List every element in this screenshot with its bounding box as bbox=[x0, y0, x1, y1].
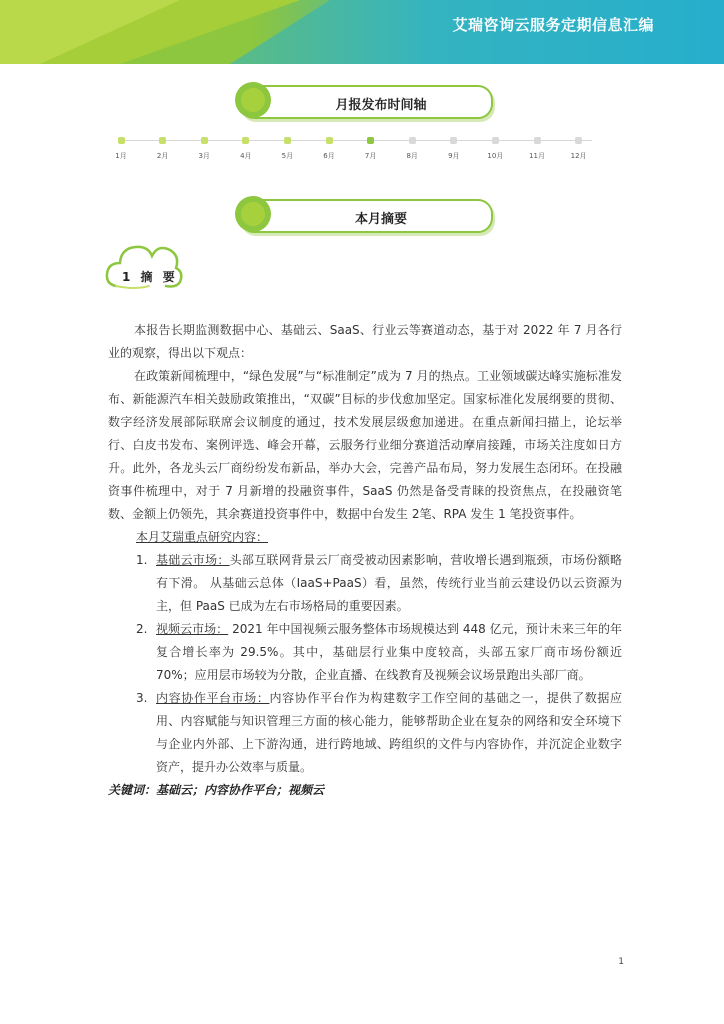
cloud-icon bbox=[104, 238, 184, 296]
timeline-month bbox=[392, 133, 432, 161]
timeline-month-label: 10月 bbox=[487, 152, 504, 160]
abstract-content bbox=[108, 319, 622, 802]
timeline-dot bbox=[118, 137, 125, 144]
timeline-dot bbox=[492, 137, 499, 144]
list-item-text: 2021 年中国视频云服务整体市场规模达到 448 亿元，预计未来三年的年复合增长率为 29.5%。其中，基础层行业集中度较高，头部五家厂商市场份额近 70%；应用层市场较为分散，企业直播、在线教育及视频会议场景跑出头部厂商。 bbox=[156, 622, 622, 682]
timeline-month-label: 7月 bbox=[364, 152, 377, 160]
timeline-dot bbox=[201, 137, 208, 144]
list-item bbox=[108, 549, 622, 618]
list-number: 2. bbox=[136, 622, 148, 636]
timeline-dot bbox=[575, 137, 582, 144]
timeline-title-text: 月报发布时间轴 bbox=[335, 98, 427, 113]
summary-paragraph: 在政策新闻梳理中，“绿色发展”与“标准制定”成为 7 月的热点。工业领域碳达峰实施标准发布、新能源汽车相关鼓励政策推出，“双碳”目标的步伐愈加坚定。国家标准化发展纲要的贯彻、数字经济发展部际联席会议制度的通过，技术发展层级愈加递进。在重点新闻扫描上，论坛举行、白皮书发布、案例评选、峰会开幕，云服务行业细分赛道活动摩肩接踵，市场关注度如日方升。此外，各龙头云厂商纷纷发布新品，举办大会，完善产品布局，努力发展生态闭环。在投融资事件梳理中，对于 7 月新增的投融资事件，SaaS 仍然是备受青睐的投资焦点，在投融资笔数、金额上仍领先，其余赛道投资事件中，数据中台发生 2笔、RPA 发生 1 笔投资事件。 bbox=[108, 369, 622, 521]
timeline-month-label: 5月 bbox=[281, 152, 294, 160]
timeline-month bbox=[309, 133, 349, 161]
timeline-dot bbox=[367, 137, 374, 144]
timeline-month-label: 4月 bbox=[240, 152, 252, 160]
list-number: 3. bbox=[136, 691, 148, 705]
timeline-month-label: 3月 bbox=[198, 152, 210, 160]
timeline-month bbox=[143, 133, 183, 161]
pill-body bbox=[239, 199, 493, 233]
list-item bbox=[108, 687, 622, 779]
intro-paragraph: 本报告长期监测数据中心、基础云、SaaS、行业云等赛道动态，基于对 2022 年 7 月各行业的观察，得出以下观点： bbox=[108, 323, 622, 360]
timeline-month bbox=[517, 133, 557, 161]
list-item-title: 视频云市场： bbox=[156, 622, 229, 636]
timeline-dot bbox=[242, 137, 249, 144]
timeline-dot bbox=[326, 137, 333, 144]
timeline-dot bbox=[450, 137, 457, 144]
timeline-dot bbox=[409, 137, 416, 144]
pill-circle-icon bbox=[235, 196, 271, 232]
keywords: 关键词：基础云；内容协作平台；视频云 bbox=[108, 783, 325, 797]
list-number: 1. bbox=[136, 553, 148, 567]
summary-section-title bbox=[235, 196, 493, 232]
research-list bbox=[108, 549, 622, 779]
list-item-title: 内容协作平台市场： bbox=[156, 691, 270, 705]
timeline-month bbox=[267, 133, 307, 161]
timeline-month-label: 12月 bbox=[570, 152, 587, 160]
list-item-title: 基础云市场： bbox=[156, 553, 230, 567]
timeline-month-label: 1月 bbox=[115, 152, 127, 160]
timeline-month-label: 8月 bbox=[406, 152, 418, 160]
pill-circle-icon bbox=[235, 82, 271, 118]
page-number: 1 bbox=[618, 957, 624, 967]
timeline-month bbox=[184, 133, 224, 161]
timeline-month bbox=[101, 133, 141, 161]
pill-body bbox=[239, 85, 493, 119]
release-timeline bbox=[110, 133, 600, 167]
research-heading: 本月艾瑞重点研究内容： bbox=[136, 530, 269, 544]
timeline-month bbox=[559, 133, 599, 161]
timeline-month-label: 6月 bbox=[323, 152, 335, 160]
timeline-dot bbox=[159, 137, 166, 144]
list-item-text: 内容协作平台作为构建数字工作空间的基础之一，提供了数据应用、内容赋能与知识管理三方面的核心能力，能够帮助企业在复杂的网络和安全环境下与企业内外部、上下游沟通，进行跨地域、跨组织的文件与内容协作，并沉淀企业数字资产，提升办公效率与质量。 bbox=[156, 691, 622, 774]
list-item bbox=[108, 618, 622, 687]
timeline-month-label: 11月 bbox=[529, 152, 545, 160]
header-title: 艾瑞咨询云服务定期信息汇编 bbox=[452, 16, 654, 34]
header-banner bbox=[0, 0, 724, 64]
timeline-dot bbox=[284, 137, 291, 144]
timeline-section-title bbox=[235, 82, 493, 118]
timeline-month bbox=[475, 133, 515, 161]
timeline-dot bbox=[534, 137, 541, 144]
timeline-month-label: 2月 bbox=[156, 152, 169, 160]
list-item-text: 头部互联网背景云厂商受被动因素影响，营收增长遇到瓶颈，市场份额略有下滑。 从基础云总体（IaaS+PaaS）看，虽然，传统行业当前云建设仍以云资源为主，但 PaaS 已成为左右市场格局的重要因素。 bbox=[156, 553, 622, 613]
timeline-month-label: 9月 bbox=[448, 152, 460, 160]
timeline-month bbox=[434, 133, 474, 161]
timeline-month bbox=[226, 133, 266, 161]
summary-title-text: 本月摘要 bbox=[354, 212, 407, 227]
timeline-month bbox=[351, 133, 391, 161]
abstract-heading: 1 摘 要 bbox=[122, 270, 178, 284]
